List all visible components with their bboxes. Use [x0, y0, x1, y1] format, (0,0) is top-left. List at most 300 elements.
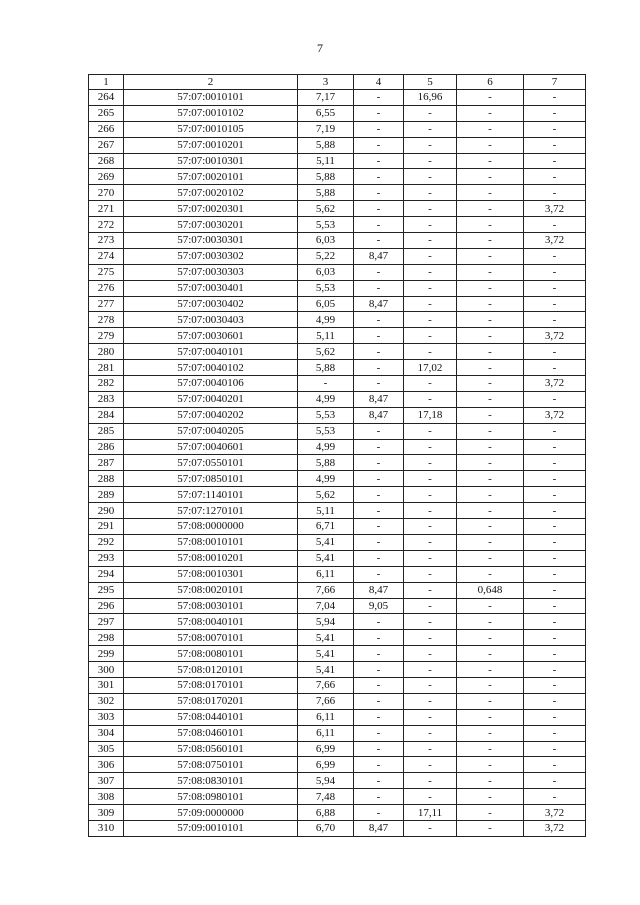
table-row: [89, 376, 586, 392]
col4-cell: -: [354, 233, 404, 249]
col5-cell: -: [404, 280, 457, 296]
col3-cell: 5,53: [298, 280, 354, 296]
col6-cell: -: [457, 233, 524, 249]
col7-cell: -: [524, 677, 586, 693]
col3-cell: 4,99: [298, 471, 354, 487]
col3-cell: 6,99: [298, 757, 354, 773]
row-number-cell: 270: [89, 185, 124, 201]
row-number-cell: 303: [89, 709, 124, 725]
table-row: [89, 709, 586, 725]
col6-cell: -: [457, 550, 524, 566]
table-row: [89, 296, 586, 312]
cadastral-number-cell: 57:07:0040601: [124, 439, 298, 455]
table-row: [89, 233, 586, 249]
col4-cell: -: [354, 757, 404, 773]
col6-cell: -: [457, 328, 524, 344]
table-row: [89, 757, 586, 773]
row-number-cell: 295: [89, 582, 124, 598]
col7-cell: -: [524, 90, 586, 106]
cadastral-number-cell: 57:08:0750101: [124, 757, 298, 773]
col4-cell: -: [354, 709, 404, 725]
table-row: [89, 328, 586, 344]
col5-cell: -: [404, 566, 457, 582]
col7-cell: 3,72: [524, 233, 586, 249]
row-number-cell: 267: [89, 137, 124, 153]
col4-cell: -: [354, 693, 404, 709]
col6-cell: -: [457, 503, 524, 519]
cadastral-number-cell: 57:08:0170201: [124, 693, 298, 709]
row-number-cell: 276: [89, 280, 124, 296]
col4-cell: -: [354, 455, 404, 471]
table-row: [89, 741, 586, 757]
col6-cell: -: [457, 757, 524, 773]
col6-cell: -: [457, 407, 524, 423]
table-row: [89, 90, 586, 106]
col3-cell: 7,04: [298, 598, 354, 614]
col3-cell: 6,55: [298, 105, 354, 121]
col7-cell: 3,72: [524, 805, 586, 821]
col6-cell: -: [457, 455, 524, 471]
col5-cell: -: [404, 534, 457, 550]
row-number-cell: 305: [89, 741, 124, 757]
col5-cell: -: [404, 582, 457, 598]
col6-cell: -: [457, 741, 524, 757]
col5-cell: -: [404, 296, 457, 312]
col4-cell: -: [354, 662, 404, 678]
col3-cell: 6,05: [298, 296, 354, 312]
col5-cell: -: [404, 741, 457, 757]
col6-cell: -: [457, 169, 524, 185]
table-row: [89, 598, 586, 614]
col7-cell: -: [524, 693, 586, 709]
col5-cell: -: [404, 614, 457, 630]
table-row: [89, 264, 586, 280]
col3-cell: 5,11: [298, 153, 354, 169]
row-number-cell: 296: [89, 598, 124, 614]
col6-cell: -: [457, 805, 524, 821]
row-number-cell: 272: [89, 217, 124, 233]
cadastral-number-cell: 57:08:0170101: [124, 677, 298, 693]
table-row: [89, 185, 586, 201]
row-number-cell: 283: [89, 391, 124, 407]
col4-cell: 8,47: [354, 582, 404, 598]
col3-cell: 6,70: [298, 820, 354, 836]
table-row: [89, 566, 586, 582]
col6-cell: 0,648: [457, 582, 524, 598]
col7-cell: -: [524, 757, 586, 773]
cadastral-number-cell: 57:08:0020101: [124, 582, 298, 598]
table-row: [89, 391, 586, 407]
row-number-cell: 293: [89, 550, 124, 566]
row-number-cell: 274: [89, 248, 124, 264]
col7-cell: -: [524, 169, 586, 185]
col4-cell: -: [354, 344, 404, 360]
row-number-cell: 266: [89, 121, 124, 137]
col3-cell: 5,88: [298, 185, 354, 201]
row-number-cell: 282: [89, 376, 124, 392]
col5-cell: -: [404, 471, 457, 487]
col4-cell: -: [354, 550, 404, 566]
col4-cell: -: [354, 534, 404, 550]
cadastral-number-cell: 57:07:0030201: [124, 217, 298, 233]
table-row: [89, 789, 586, 805]
row-number-cell: 300: [89, 662, 124, 678]
row-number-cell: 286: [89, 439, 124, 455]
cadastral-number-cell: 57:07:0030402: [124, 296, 298, 312]
col5-cell: 16,96: [404, 90, 457, 106]
row-number-cell: 264: [89, 90, 124, 106]
col7-cell: -: [524, 646, 586, 662]
cadastral-number-cell: 57:08:0460101: [124, 725, 298, 741]
col5-cell: 17,11: [404, 805, 457, 821]
table-row: [89, 646, 586, 662]
col7-cell: -: [524, 519, 586, 535]
col6-cell: -: [457, 534, 524, 550]
cadastral-number-cell: 57:08:0000000: [124, 519, 298, 535]
table-row: [89, 344, 586, 360]
col5-cell: -: [404, 344, 457, 360]
col4-cell: -: [354, 503, 404, 519]
col5-cell: -: [404, 248, 457, 264]
row-number-cell: 302: [89, 693, 124, 709]
table-row: [89, 550, 586, 566]
table-row: [89, 105, 586, 121]
col5-cell: 17,02: [404, 360, 457, 376]
col6-cell: -: [457, 391, 524, 407]
row-number-cell: 308: [89, 789, 124, 805]
row-number-cell: 292: [89, 534, 124, 550]
col3-cell: 5,11: [298, 328, 354, 344]
column-header-7: 7: [524, 75, 586, 90]
col7-cell: 3,72: [524, 820, 586, 836]
cadastral-number-cell: 57:07:1140101: [124, 487, 298, 503]
col5-cell: -: [404, 233, 457, 249]
table-row: [89, 534, 586, 550]
col7-cell: -: [524, 153, 586, 169]
row-number-cell: 290: [89, 503, 124, 519]
col3-cell: 7,66: [298, 677, 354, 693]
row-number-cell: 269: [89, 169, 124, 185]
col4-cell: 8,47: [354, 820, 404, 836]
col6-cell: -: [457, 487, 524, 503]
col5-cell: -: [404, 376, 457, 392]
col6-cell: -: [457, 709, 524, 725]
col3-cell: 7,19: [298, 121, 354, 137]
col7-cell: -: [524, 391, 586, 407]
col6-cell: -: [457, 217, 524, 233]
table-row: [89, 217, 586, 233]
col5-cell: -: [404, 185, 457, 201]
col4-cell: -: [354, 471, 404, 487]
col4-cell: -: [354, 280, 404, 296]
col4-cell: -: [354, 105, 404, 121]
table-row: [89, 805, 586, 821]
col5-cell: -: [404, 519, 457, 535]
row-number-cell: 288: [89, 471, 124, 487]
col3-cell: 6,71: [298, 519, 354, 535]
cadastral-number-cell: 57:07:0010301: [124, 153, 298, 169]
cadastral-number-cell: 57:07:0020301: [124, 201, 298, 217]
table-row: [89, 280, 586, 296]
column-header-2: 2: [124, 75, 298, 90]
table-row: [89, 153, 586, 169]
col4-cell: -: [354, 677, 404, 693]
row-number-cell: 265: [89, 105, 124, 121]
cadastral-number-cell: 57:07:0040102: [124, 360, 298, 376]
col6-cell: -: [457, 423, 524, 439]
column-header-5: 5: [404, 75, 457, 90]
col7-cell: -: [524, 264, 586, 280]
col4-cell: -: [354, 376, 404, 392]
table-row: [89, 407, 586, 423]
col6-cell: -: [457, 185, 524, 201]
col3-cell: 5,62: [298, 201, 354, 217]
col6-cell: -: [457, 471, 524, 487]
col5-cell: -: [404, 217, 457, 233]
col5-cell: -: [404, 757, 457, 773]
col3-cell: 6,11: [298, 566, 354, 582]
table-row: [89, 121, 586, 137]
col7-cell: -: [524, 185, 586, 201]
row-number-cell: 309: [89, 805, 124, 821]
col7-cell: -: [524, 741, 586, 757]
col3-cell: 6,11: [298, 725, 354, 741]
col3-cell: 5,62: [298, 344, 354, 360]
table-row: [89, 630, 586, 646]
col6-cell: -: [457, 264, 524, 280]
cadastral-number-cell: 57:08:0010101: [124, 534, 298, 550]
col7-cell: -: [524, 344, 586, 360]
cadastral-number-cell: 57:09:0010101: [124, 820, 298, 836]
col6-cell: -: [457, 312, 524, 328]
col7-cell: -: [524, 280, 586, 296]
table-row: [89, 471, 586, 487]
col7-cell: 3,72: [524, 201, 586, 217]
table-row: [89, 820, 586, 836]
row-number-cell: 285: [89, 423, 124, 439]
col3-cell: 5,41: [298, 662, 354, 678]
cadastral-number-cell: 57:07:0550101: [124, 455, 298, 471]
col7-cell: -: [524, 566, 586, 582]
cadastral-number-cell: 57:07:0020102: [124, 185, 298, 201]
col3-cell: 5,88: [298, 137, 354, 153]
table-row: [89, 614, 586, 630]
col3-cell: 7,66: [298, 582, 354, 598]
col5-cell: -: [404, 264, 457, 280]
col4-cell: -: [354, 646, 404, 662]
col4-cell: -: [354, 566, 404, 582]
cadastral-number-cell: 57:07:0040201: [124, 391, 298, 407]
col5-cell: -: [404, 312, 457, 328]
col4-cell: -: [354, 439, 404, 455]
col3-cell: 6,03: [298, 233, 354, 249]
col5-cell: -: [404, 662, 457, 678]
col4-cell: -: [354, 328, 404, 344]
cadastral-number-cell: 57:07:0010105: [124, 121, 298, 137]
table-row: [89, 725, 586, 741]
cadastral-number-cell: 57:09:0000000: [124, 805, 298, 821]
col3-cell: 5,41: [298, 550, 354, 566]
col5-cell: -: [404, 153, 457, 169]
col5-cell: -: [404, 773, 457, 789]
col7-cell: -: [524, 296, 586, 312]
col7-cell: -: [524, 503, 586, 519]
col6-cell: -: [457, 630, 524, 646]
table-row: [89, 137, 586, 153]
row-number-cell: 299: [89, 646, 124, 662]
col7-cell: -: [524, 248, 586, 264]
col5-cell: -: [404, 789, 457, 805]
col3-cell: 5,88: [298, 455, 354, 471]
cadastral-number-cell: 57:08:0070101: [124, 630, 298, 646]
col4-cell: 8,47: [354, 248, 404, 264]
col3-cell: 5,53: [298, 407, 354, 423]
col7-cell: -: [524, 360, 586, 376]
col7-cell: -: [524, 534, 586, 550]
col6-cell: -: [457, 614, 524, 630]
col4-cell: 8,47: [354, 296, 404, 312]
col4-cell: -: [354, 312, 404, 328]
row-number-cell: 298: [89, 630, 124, 646]
row-number-cell: 277: [89, 296, 124, 312]
col5-cell: -: [404, 487, 457, 503]
col7-cell: -: [524, 598, 586, 614]
col4-cell: -: [354, 360, 404, 376]
col3-cell: 5,41: [298, 630, 354, 646]
col6-cell: -: [457, 344, 524, 360]
cadastral-number-cell: 57:07:0030403: [124, 312, 298, 328]
col7-cell: -: [524, 662, 586, 678]
col5-cell: -: [404, 105, 457, 121]
table-row: [89, 487, 586, 503]
col4-cell: -: [354, 169, 404, 185]
col5-cell: -: [404, 646, 457, 662]
cadastral-number-cell: 57:07:0040106: [124, 376, 298, 392]
row-number-cell: 273: [89, 233, 124, 249]
cadastral-number-cell: 57:08:0080101: [124, 646, 298, 662]
col6-cell: -: [457, 773, 524, 789]
col4-cell: -: [354, 423, 404, 439]
col6-cell: -: [457, 376, 524, 392]
cadastral-number-cell: 57:07:0010101: [124, 90, 298, 106]
col4-cell: -: [354, 264, 404, 280]
cadastral-number-cell: 57:07:0010201: [124, 137, 298, 153]
col4-cell: -: [354, 90, 404, 106]
cadastral-number-cell: 57:07:0010102: [124, 105, 298, 121]
col4-cell: -: [354, 121, 404, 137]
col7-cell: 3,72: [524, 328, 586, 344]
row-number-cell: 289: [89, 487, 124, 503]
col5-cell: -: [404, 725, 457, 741]
cadastral-number-cell: 57:07:0850101: [124, 471, 298, 487]
cadastral-number-cell: 57:08:0980101: [124, 789, 298, 805]
col6-cell: -: [457, 121, 524, 137]
col3-cell: 5,41: [298, 646, 354, 662]
col6-cell: -: [457, 153, 524, 169]
col3-cell: 6,03: [298, 264, 354, 280]
col5-cell: 17,18: [404, 407, 457, 423]
cadastral-number-cell: 57:08:0830101: [124, 773, 298, 789]
row-number-cell: 310: [89, 820, 124, 836]
col5-cell: -: [404, 121, 457, 137]
col7-cell: -: [524, 789, 586, 805]
col4-cell: -: [354, 789, 404, 805]
col5-cell: -: [404, 630, 457, 646]
table-row: [89, 693, 586, 709]
table-row: [89, 677, 586, 693]
col7-cell: -: [524, 217, 586, 233]
cadastral-number-cell: 57:07:0020101: [124, 169, 298, 185]
column-header-6: 6: [457, 75, 524, 90]
col6-cell: -: [457, 646, 524, 662]
col3-cell: 7,17: [298, 90, 354, 106]
col5-cell: -: [404, 455, 457, 471]
col3-cell: 7,48: [298, 789, 354, 805]
row-number-cell: 279: [89, 328, 124, 344]
col4-cell: -: [354, 487, 404, 503]
row-number-cell: 268: [89, 153, 124, 169]
table-row: [89, 201, 586, 217]
col6-cell: -: [457, 598, 524, 614]
row-number-cell: 297: [89, 614, 124, 630]
col7-cell: -: [524, 455, 586, 471]
col3-cell: 5,53: [298, 217, 354, 233]
col3-cell: 4,99: [298, 312, 354, 328]
row-number-cell: 275: [89, 264, 124, 280]
col6-cell: -: [457, 677, 524, 693]
page-number: 7: [317, 41, 323, 55]
row-number-cell: 271: [89, 201, 124, 217]
col6-cell: -: [457, 820, 524, 836]
col4-cell: -: [354, 217, 404, 233]
cadastral-number-cell: 57:07:0030302: [124, 248, 298, 264]
col4-cell: -: [354, 741, 404, 757]
table-header-row: [89, 75, 586, 90]
col5-cell: -: [404, 391, 457, 407]
row-number-cell: 306: [89, 757, 124, 773]
cadastral-number-cell: 57:07:0040202: [124, 407, 298, 423]
col4-cell: -: [354, 185, 404, 201]
row-number-cell: 294: [89, 566, 124, 582]
col7-cell: -: [524, 582, 586, 598]
cadastral-number-cell: 57:07:0030401: [124, 280, 298, 296]
col3-cell: 6,99: [298, 741, 354, 757]
col6-cell: -: [457, 693, 524, 709]
table-row: [89, 455, 586, 471]
row-number-cell: 278: [89, 312, 124, 328]
col4-cell: -: [354, 805, 404, 821]
col6-cell: -: [457, 360, 524, 376]
cadastral-number-cell: 57:07:0030601: [124, 328, 298, 344]
cadastral-number-cell: 57:07:1270101: [124, 503, 298, 519]
cadastral-number-cell: 57:08:0010301: [124, 566, 298, 582]
col6-cell: -: [457, 725, 524, 741]
cadastral-number-cell: 57:08:0010201: [124, 550, 298, 566]
table-row: [89, 169, 586, 185]
col6-cell: -: [457, 789, 524, 805]
table-row: [89, 503, 586, 519]
col3-cell: -: [298, 376, 354, 392]
col6-cell: -: [457, 105, 524, 121]
col3-cell: 7,66: [298, 693, 354, 709]
col3-cell: 5,62: [298, 487, 354, 503]
table-row: [89, 360, 586, 376]
col5-cell: -: [404, 550, 457, 566]
col4-cell: -: [354, 519, 404, 535]
col3-cell: 5,11: [298, 503, 354, 519]
row-number-cell: 307: [89, 773, 124, 789]
col7-cell: -: [524, 709, 586, 725]
